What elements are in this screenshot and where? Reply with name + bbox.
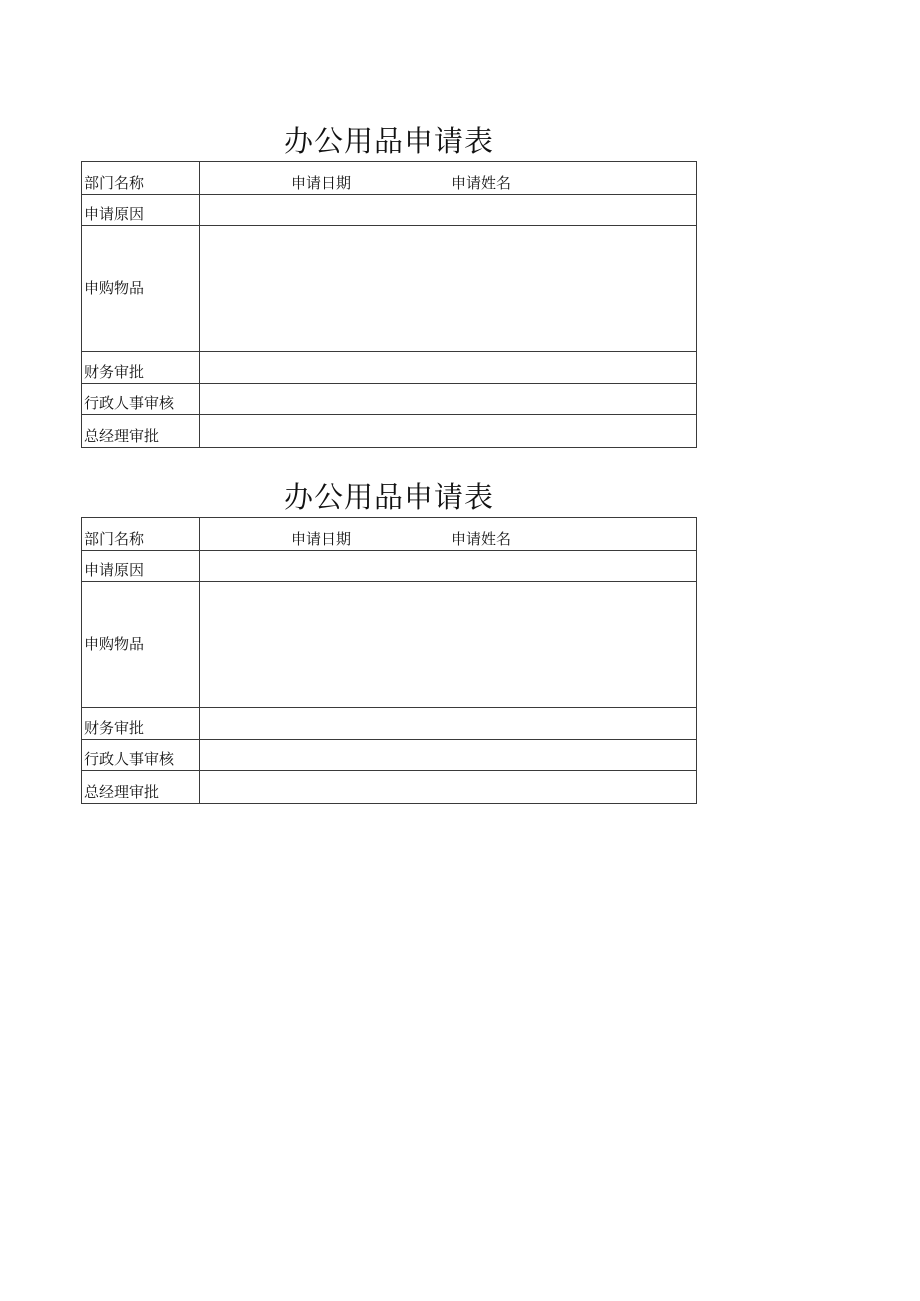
department-label: 部门名称 (82, 518, 200, 551)
admin-hr-review-label: 行政人事审核 (82, 384, 200, 415)
form-table (81, 161, 697, 448)
table-row (82, 352, 697, 384)
table-row (82, 771, 697, 804)
gm-approval-field[interactable] (200, 415, 697, 448)
gm-approval-label: 总经理审批 (82, 415, 200, 448)
reason-field[interactable] (200, 551, 697, 582)
gm-approval-label: 总经理审批 (82, 771, 200, 804)
items-label: 申购物品 (82, 582, 200, 708)
department-label: 部门名称 (82, 162, 200, 195)
form-title: 办公用品申请表 (283, 480, 494, 514)
admin-hr-review-label: 行政人事审核 (82, 740, 200, 771)
table-row (82, 384, 697, 415)
finance-approval-field[interactable] (200, 352, 697, 384)
applicant-name-label: 申请姓名 (451, 174, 512, 192)
table-row (82, 162, 697, 195)
reason-label: 申请原因 (82, 195, 200, 226)
department-field[interactable] (200, 518, 697, 551)
table-row (82, 226, 697, 352)
reason-label: 申请原因 (82, 551, 200, 582)
department-field[interactable] (200, 162, 697, 195)
finance-approval-label: 财务审批 (82, 352, 200, 384)
form-title: 办公用品申请表 (283, 124, 494, 158)
items-label: 申购物品 (82, 226, 200, 352)
table-row (82, 582, 697, 708)
table-row (82, 415, 697, 448)
reason-field[interactable] (200, 195, 697, 226)
gm-approval-field[interactable] (200, 771, 697, 804)
items-field[interactable] (200, 226, 697, 352)
table-row (82, 195, 697, 226)
admin-hr-review-field[interactable] (200, 740, 697, 771)
admin-hr-review-field[interactable] (200, 384, 697, 415)
finance-approval-label: 财务审批 (82, 708, 200, 740)
apply-date-label: 申请日期 (291, 530, 352, 548)
apply-date-label: 申请日期 (291, 174, 352, 192)
table-row (82, 551, 697, 582)
table-row (82, 740, 697, 771)
table-row (82, 518, 697, 551)
applicant-name-label: 申请姓名 (451, 530, 512, 548)
finance-approval-field[interactable] (200, 708, 697, 740)
items-field[interactable] (200, 582, 697, 708)
table-row (82, 708, 697, 740)
form-table (81, 517, 697, 804)
